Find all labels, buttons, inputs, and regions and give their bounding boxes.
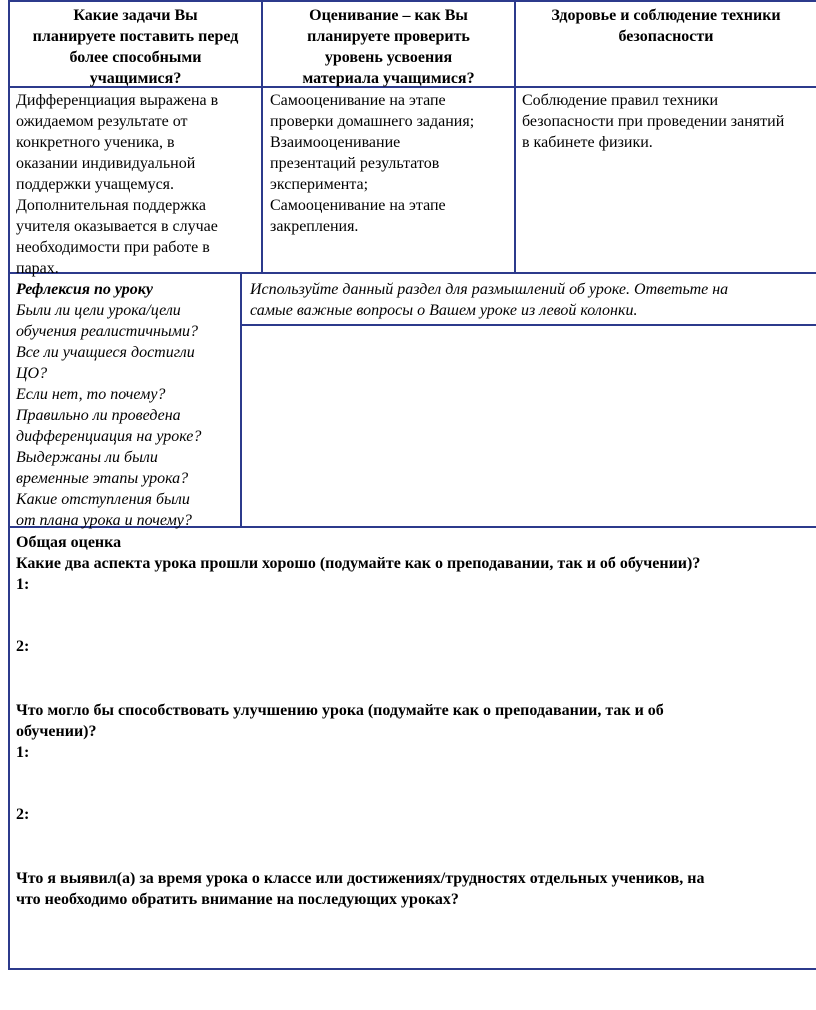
cell-safety xyxy=(522,90,816,153)
header-cell-safety xyxy=(516,5,816,47)
reflection-question-line: Все ли учащиеся достигли xyxy=(16,344,195,361)
header-cell-tasks xyxy=(10,5,261,89)
differentiation-line: необходимости при работе в xyxy=(16,239,210,256)
reflection-question-line: ЦО? xyxy=(16,365,48,382)
summary-question-class-insights-cont: что необходимо обратить внимание на последующих уроках? xyxy=(16,891,459,908)
differentiation-line: конкретного ученика, в xyxy=(16,134,175,151)
differentiation-line: Дополнительная поддержка xyxy=(16,197,206,214)
summary-question-good-aspects: Какие два аспекта урока прошли хорошо (подумайте как о преподавании, так и об обучении)? xyxy=(16,555,701,572)
summary-improve-1: 1: xyxy=(16,744,30,761)
differentiation-line: Дифференциация выражена в xyxy=(16,92,219,109)
cell-reflection-instruction xyxy=(250,279,816,321)
differentiation-line: ожидаемом результате от xyxy=(16,113,188,130)
safety-line: в кабинете физики. xyxy=(522,134,653,151)
table-border-top xyxy=(8,0,816,2)
reflection-question-line: от плана урока и почему? xyxy=(16,512,192,529)
header-assessment-line: уровень усвоения xyxy=(324,49,453,66)
assessment-line: Взаимооценивание xyxy=(270,134,401,151)
header-tasks-line: более способными xyxy=(69,49,202,66)
differentiation-line: парах. xyxy=(16,260,59,277)
reflection-question-line: Какие отступления были xyxy=(16,491,190,508)
reflection-question-line: обучения реалистичными? xyxy=(16,323,198,340)
reflection-question-line: Выдержаны ли были xyxy=(16,449,158,466)
assessment-line: эксперимента; xyxy=(270,176,369,193)
table-border-reflection-divider xyxy=(240,272,242,528)
summary-question-improve-cont: обучении)? xyxy=(16,723,97,740)
reflection-instruction-line: Используйте данный раздел для размышлений об уроке. Ответьте на xyxy=(250,281,729,298)
header-cell-assessment xyxy=(263,5,514,89)
assessment-line: проверки домашнего задания; xyxy=(270,113,475,130)
summary-good-aspect-2: 2: xyxy=(16,638,30,655)
differentiation-line: поддержки учащемуся. xyxy=(16,176,175,193)
header-assessment-line: планируете проверить xyxy=(307,28,470,45)
header-safety-line: Здоровье и соблюдение техники xyxy=(551,7,781,24)
reflection-answer-area[interactable] xyxy=(243,327,816,526)
assessment-line: Самооценивание на этапе xyxy=(270,197,446,214)
summary-improve-2: 2: xyxy=(16,806,30,823)
summary-question-improve: Что могло бы способствовать улучшению урока (подумайте как о преподавании, так и об xyxy=(16,702,664,719)
header-assessment-line: материала учащимися? xyxy=(302,70,475,87)
differentiation-line: учителя оказывается в случае xyxy=(16,218,218,235)
reflection-question-line: Правильно ли проведена xyxy=(16,407,181,424)
cell-assessment xyxy=(270,90,514,237)
reflection-instruction-line: самые важные вопросы о Вашем уроке из левой колонки. xyxy=(250,302,638,319)
safety-line: безопасности при проведении занятий xyxy=(522,113,785,130)
reflection-question-line: временные этапы урока? xyxy=(16,470,189,487)
assessment-line: закрепления. xyxy=(270,218,359,235)
table-border-bottom xyxy=(8,968,816,970)
header-tasks-line: планируете поставить перед xyxy=(32,28,239,45)
table-border-left xyxy=(8,0,10,970)
differentiation-line: оказании индивидуальной xyxy=(16,155,196,172)
cell-reflection-questions xyxy=(16,279,240,531)
assessment-line: презентаций результатов xyxy=(270,155,440,172)
header-assessment-line: Оценивание – как Вы xyxy=(309,7,468,24)
cell-differentiation xyxy=(16,90,261,279)
reflection-title: Рефлексия по уроку xyxy=(16,281,154,298)
safety-line: Соблюдение правил техники xyxy=(522,92,719,109)
header-safety-line: безопасности xyxy=(618,28,714,45)
summary-title: Общая оценка xyxy=(16,534,122,551)
reflection-question-line: Если нет, то почему? xyxy=(16,386,166,403)
reflection-question-line: дифференциация на уроке? xyxy=(16,428,202,445)
summary-good-aspect-1: 1: xyxy=(16,576,30,593)
assessment-line: Самооценивание на этапе xyxy=(270,92,446,109)
table-border-reflection-inner xyxy=(241,324,816,326)
reflection-question-line: Были ли цели урока/цели xyxy=(16,302,181,319)
header-tasks-line: учащимися? xyxy=(89,70,182,87)
header-tasks-line: Какие задачи Вы xyxy=(73,7,198,24)
summary-question-class-insights: Что я выявил(а) за время урока о классе или достижениях/трудностях отдельных учеников, на xyxy=(16,870,705,887)
